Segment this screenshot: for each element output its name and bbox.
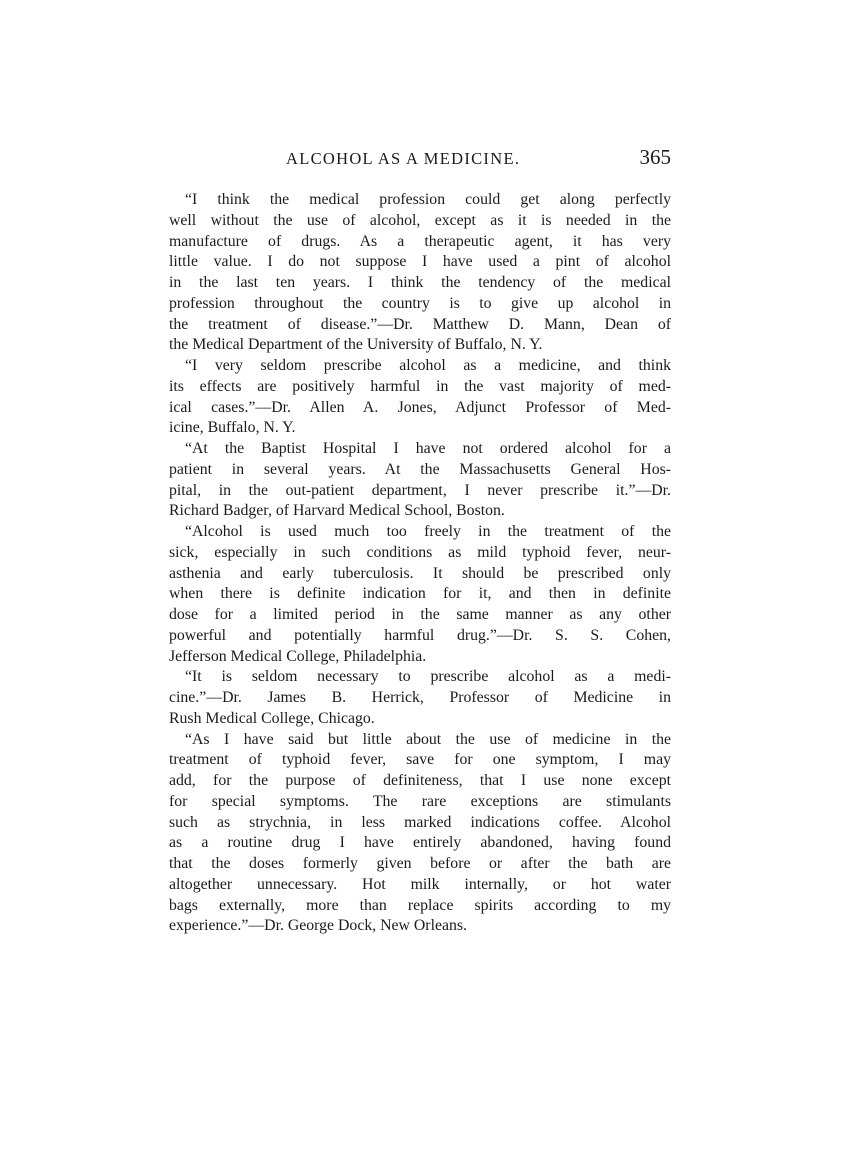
text-line: the treatment of disease.”—Dr. Matthew D. Mann, Dean of: [169, 315, 671, 333]
text-line: “It is seldom necessary to prescribe alcohol as a medi-: [185, 668, 671, 686]
text-line: pital, in the out-patient department, I never prescribe it.”—Dr.: [169, 481, 671, 499]
text-line: little value. I do not suppose I have used a pint of alcohol: [169, 253, 671, 271]
text-line: the Medical Department of the University of Buffalo, N. Y.: [169, 336, 543, 354]
text-line: “At the Baptist Hospital I have not ordered alcohol for a: [185, 440, 671, 457]
text-line: “Alcohol is used much too freely in the treatment of the: [185, 523, 671, 540]
text-line: “As I have said but little about the use of medicine in the: [185, 730, 671, 748]
text-line: Rush Medical College, Chicago.: [169, 709, 375, 727]
body-text: [169, 190, 671, 937]
text-line: experience.”—Dr. George Dock, New Orleans.: [169, 917, 467, 935]
text-line: cine.”—Dr. James B. Herrick, Professor of Medicine in: [169, 689, 671, 706]
text-line: Jefferson Medical College, Philadelphia.: [169, 647, 427, 665]
text-line: powerful and potentially harmful drug.”—Dr. S. S. Cohen,: [169, 626, 671, 644]
text-line: Richard Badger, of Harvard Medical School, Boston.: [169, 502, 505, 520]
text-line: in the last ten years. I think the tendency of the medical: [169, 274, 671, 291]
text-line: icine, Buffalo, N. Y.: [169, 419, 296, 437]
text-line: add, for the purpose of definiteness, that I use none except: [169, 772, 671, 789]
text-line: as a routine drug I have entirely abandoned, having found: [169, 834, 671, 852]
page-number: 365: [639, 145, 671, 169]
text-line: its effects are positively harmful in the vast majority of med-: [169, 377, 671, 395]
text-line: when there is definite indication for it, and then in definite: [169, 585, 671, 603]
text-line: manufacture of drugs. As a therapeutic agent, it has very: [169, 232, 671, 250]
running-head: [286, 145, 671, 175]
text-line: “I think the medical profession could get along perfectly: [185, 191, 671, 208]
text-line: sick, especially in such conditions as mild typhoid fever, neur-: [169, 543, 671, 561]
text-line: bags externally, more than replace spirits according to my: [169, 896, 671, 914]
text-line: profession throughout the country is to give up alcohol in: [169, 294, 671, 312]
text-line: for special symptoms. The rare exceptions are stimulants: [169, 792, 671, 810]
text-line: dose for a limited period in the same manner as any other: [169, 606, 671, 623]
text-line: well without the use of alcohol, except as it is needed in the: [169, 211, 671, 229]
text-line: treatment of typhoid fever, save for one symptom, I may: [169, 751, 671, 769]
text-line: that the doses formerly given before or after the bath are: [169, 855, 671, 872]
text-line: patient in several years. At the Massachusetts General Hos-: [169, 460, 671, 478]
text-line: such as strychnia, in less marked indications coffee. Alcohol: [169, 813, 671, 831]
text-line: ical cases.”—Dr. Allen A. Jones, Adjunct Professor of Med-: [169, 398, 671, 416]
text-line: altogether unnecessary. Hot milk internally, or hot water: [169, 875, 671, 893]
running-title: ALCOHOL AS A MEDICINE.: [286, 149, 521, 168]
text-line: “I very seldom prescribe alcohol as a medicine, and think: [185, 357, 671, 374]
text-line: asthenia and early tuberculosis. It should be prescribed only: [169, 564, 671, 582]
